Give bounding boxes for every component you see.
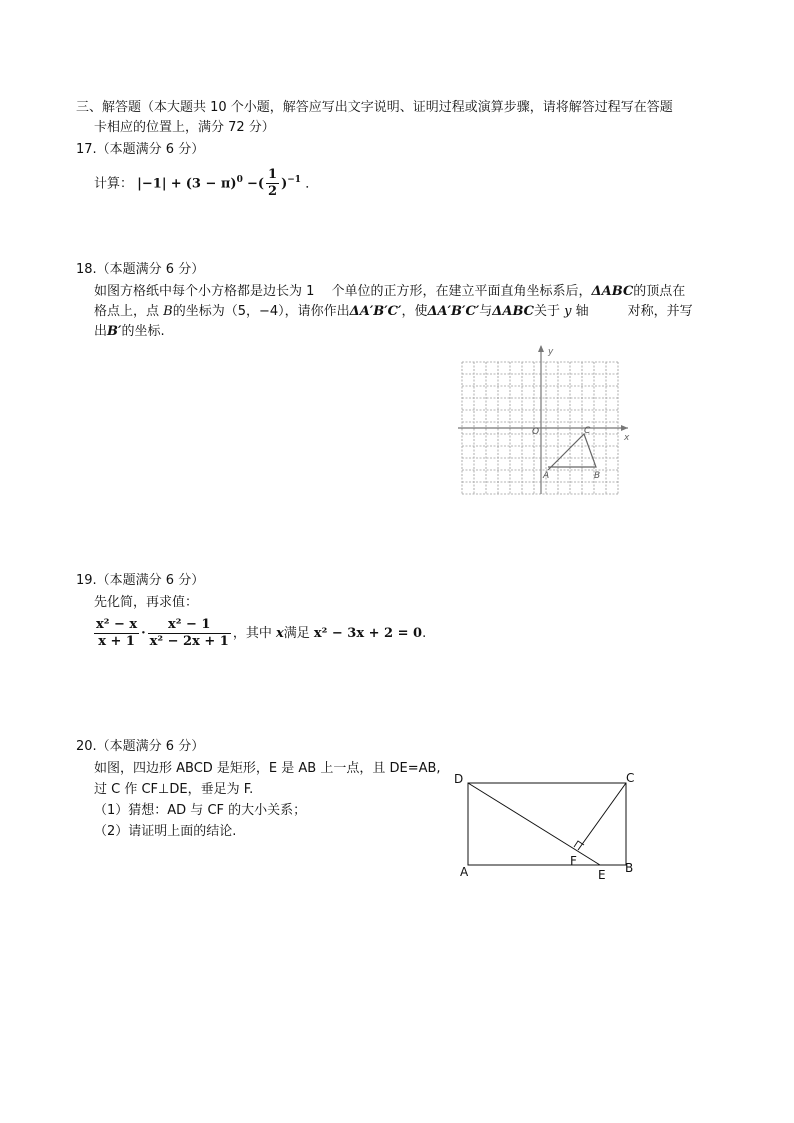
- q19-f1-num: x² − x: [96, 617, 138, 632]
- q17-exp1: −1: [287, 175, 302, 185]
- graph-label-x: x: [624, 433, 630, 443]
- q17-frac-den: 2: [268, 184, 278, 200]
- segment-de: [468, 783, 600, 865]
- q18-axis-y: y: [564, 304, 572, 319]
- q19-cond-a: ，其中: [232, 626, 276, 641]
- graph-label-y: y: [548, 347, 554, 357]
- y-axis-arrow: [538, 345, 544, 352]
- q18-tri-prime-2: ΔA′B′C′: [427, 304, 480, 319]
- q19-equation: x² − 3x + 2 = 0: [313, 626, 423, 641]
- q17-frac-num: 1: [268, 167, 278, 183]
- q18-line2-a: 格点上，点: [94, 304, 164, 319]
- section-heading-line2: 卡相应的位置上，满分 72 分）: [94, 120, 275, 135]
- rect-label-d: D: [454, 772, 464, 786]
- q17-number: 17.（本题满分 6 分）: [76, 142, 205, 157]
- graph-label-c: C: [584, 426, 591, 436]
- q17-end: ．: [305, 176, 319, 192]
- rectangle-abcd: [468, 783, 626, 865]
- q19-fraction-1: [94, 617, 139, 650]
- graph-label-a: A: [543, 471, 550, 481]
- q18-line3-a: 出: [94, 324, 108, 339]
- rect-label-a: A: [460, 865, 469, 879]
- triangle-abc: [548, 434, 596, 470]
- q17-fraction: [266, 167, 279, 200]
- q18-number: 18.（本题满分 6 分）: [76, 262, 205, 277]
- q18-line2-c: ，使: [401, 304, 428, 319]
- q18-line1-b: 的顶点在: [633, 284, 686, 299]
- q17-paren: (3 − π): [185, 176, 237, 192]
- q18-line2-b: 的坐标为（5，−4），请你作出: [172, 304, 350, 319]
- q18-line3-b: 的坐标.: [121, 324, 165, 339]
- q18-line2-e: 关于: [534, 304, 565, 319]
- q17-plus: +: [170, 176, 182, 192]
- coordinate-grid-figure: [452, 340, 634, 500]
- q19-expression: [92, 614, 426, 654]
- q18-line1: [94, 282, 685, 302]
- graph-label-b: B: [594, 471, 601, 481]
- rect-label-c: C: [626, 771, 635, 785]
- q20-line3: （1）猜想：AD 与 CF 的大小关系；: [94, 803, 307, 818]
- q19-f2-den: x² − 2x + 1: [149, 634, 229, 649]
- q17-prompt: 计算：: [94, 176, 134, 192]
- q19-var-x: x: [276, 626, 284, 641]
- x-axis-arrow: [621, 425, 628, 431]
- q20-line2: 过 C 作 CF⊥DE，垂足为 F.: [94, 782, 254, 797]
- q18-line1-a: 如图方格纸中每个小方格都是边长为 1 个单位的正方形，在建立平面直角坐标系后，: [94, 284, 592, 299]
- q17-exp0: 0: [236, 175, 243, 185]
- rect-label-f: F: [570, 854, 577, 868]
- q20-number: 20.（本题满分 6 分）: [76, 739, 205, 754]
- q19-f2-num: x² − 1: [148, 617, 231, 634]
- q17-minus: −: [246, 176, 258, 192]
- q18-line3: [94, 322, 165, 342]
- q17-abs: |−1|: [137, 176, 167, 192]
- q19-number: 19.（本题满分 6 分）: [76, 573, 205, 588]
- q17-body: 计算： $|-1| + (3 - \pi)^0$ −( $\frac{1}{2}$ )$^{-1}$ ．: [94, 167, 319, 200]
- q19-fraction-2: [148, 617, 231, 650]
- q20-line4: （2）请证明上面的结论.: [94, 824, 237, 839]
- q18-tri-1: ΔABC: [591, 284, 634, 299]
- right-angle-mark: [574, 841, 584, 847]
- rectangle-figure: [450, 768, 650, 886]
- q19-cond-b: 满足: [283, 626, 314, 641]
- graph-label-o: O: [532, 427, 540, 437]
- q19-line1: 先化简，再求值：: [94, 595, 199, 610]
- q19-end: .: [422, 626, 427, 641]
- q18-tri-prime-1: ΔA′B′C′: [349, 304, 402, 319]
- q20-line1: 如图，四边形 ABCD 是矩形，E 是 AB 上一点，且 DE=AB,: [94, 761, 441, 776]
- q18-line2-f: 轴 对称，并写: [571, 304, 693, 319]
- q19-dot: ·: [141, 626, 146, 641]
- segment-cf: [578, 783, 626, 850]
- q18-tri-2: ΔABC: [492, 304, 535, 319]
- rect-label-e: E: [598, 868, 606, 882]
- q19-f1-den: x + 1: [98, 634, 135, 649]
- section-heading-line1: 三、解答题（本大题共 10 个小题，解答应写出文字说明、证明过程或演算步骤，请将解答过程写在答题: [76, 100, 673, 115]
- q18-line2-d: 与: [479, 304, 493, 319]
- q18-point-b: B: [163, 304, 173, 319]
- q18-point-bp: B′: [107, 324, 122, 339]
- rect-label-b: B: [625, 861, 634, 875]
- q18-line2: [94, 302, 693, 322]
